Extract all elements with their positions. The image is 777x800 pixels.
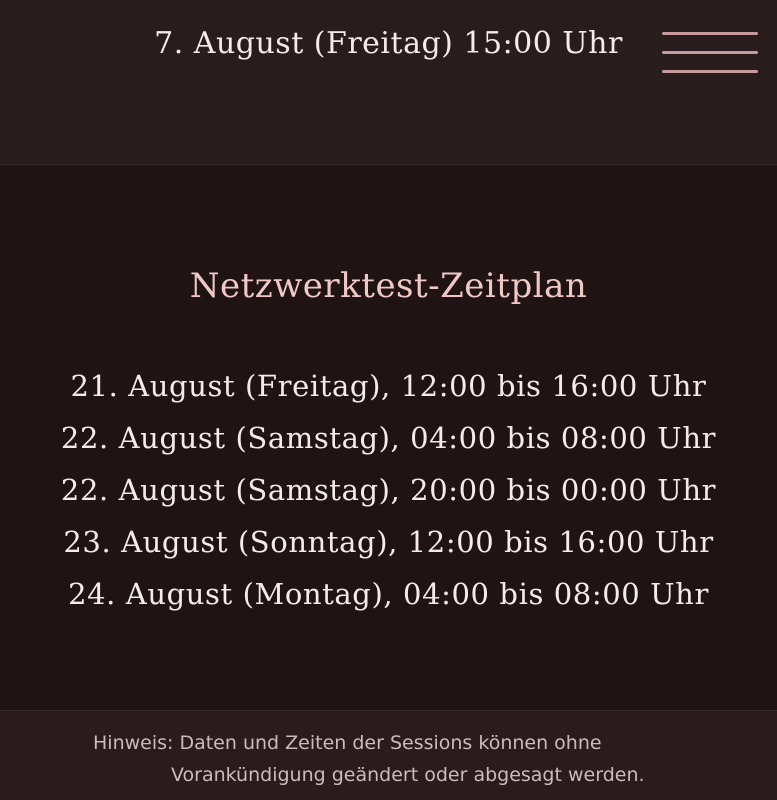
- hamburger-menu-icon-bar: [662, 70, 758, 73]
- schedule-entry: 22. August (Samstag), 04:00 bis 08:00 Uhr: [60, 421, 717, 455]
- footer-note-line-1: Hinweis: Daten und Zeiten der Sessions können ohne: [93, 732, 602, 754]
- schedule-list: [0, 364, 777, 624]
- schedule-entry: 21. August (Freitag), 12:00 bis 16:00 Uhr: [70, 369, 707, 403]
- footer-note-line-2: Vorankündigung geändert oder abgesagt werden.: [171, 764, 645, 786]
- hamburger-menu-icon: [662, 32, 758, 35]
- footer-note: [0, 727, 777, 791]
- schedule-title: Netzwerktest-Zeitplan: [189, 266, 588, 306]
- current-date: 7. August (Freitag) 15:00 Uhr: [154, 26, 623, 61]
- schedule-entry: 23. August (Sonntag), 12:00 bis 16:00 Uhr: [63, 525, 714, 559]
- menu-button[interactable]: [660, 28, 760, 78]
- hamburger-menu-icon-bar: [662, 51, 758, 54]
- footer: [0, 710, 777, 800]
- top-bar: [0, 0, 777, 165]
- schedule-entry: 24. August (Montag), 04:00 bis 08:00 Uhr: [68, 577, 709, 611]
- schedule-entry: 22. August (Samstag), 20:00 bis 00:00 Uhr: [60, 473, 717, 507]
